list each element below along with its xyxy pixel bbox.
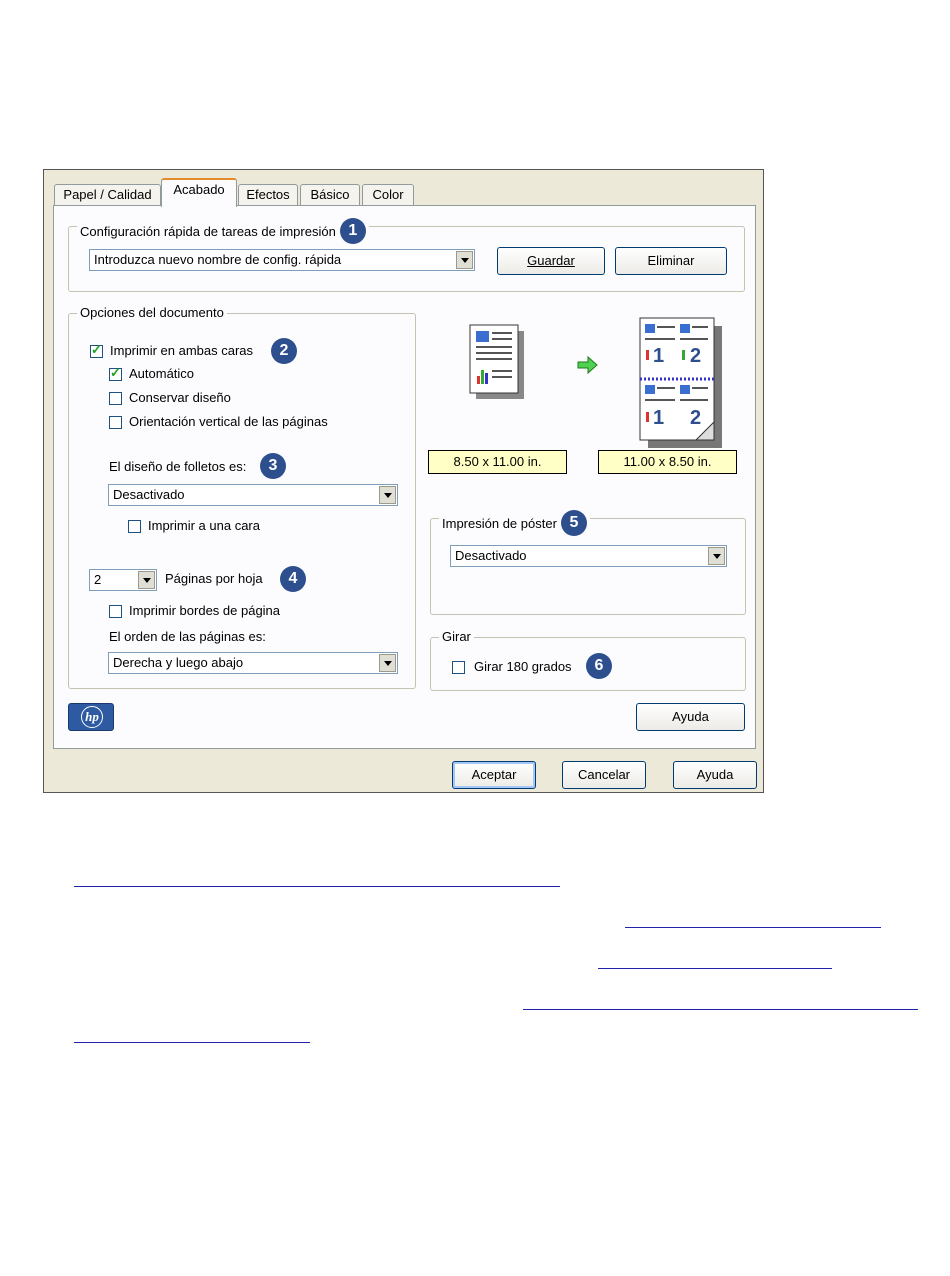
duplex-checkbox[interactable] — [90, 345, 103, 358]
marker-3: 3 — [260, 453, 286, 479]
tab-basic[interactable]: Básico — [300, 184, 360, 206]
rotate-label: Girar — [442, 629, 471, 644]
booklet-value: Desactivado — [113, 487, 185, 502]
layout-preview — [450, 314, 750, 464]
quick-setup-value: Introduzca nuevo nombre de config. rápida — [94, 252, 342, 267]
duplex-label: Imprimir en ambas caras — [110, 343, 254, 358]
poster-value: Desactivado — [455, 548, 527, 563]
pages-per-sheet-select[interactable] — [89, 569, 157, 591]
help-button-label: Ayuda — [672, 709, 709, 724]
source-size-label: 8.50 x 11.00 in. — [428, 450, 567, 474]
rotate-180-label: Girar 180 grados — [474, 659, 572, 674]
ok-button[interactable] — [452, 761, 536, 789]
footer-help-button-label: Ayuda — [696, 767, 734, 782]
hp-logo-text: hp — [81, 706, 103, 728]
marker-4: 4 — [280, 566, 306, 592]
keep-layout-checkbox[interactable] — [109, 392, 122, 405]
marker-5: 5 — [561, 510, 587, 536]
link-underline-1[interactable] — [74, 886, 560, 887]
page-borders-label: Imprimir bordes de página — [129, 603, 281, 618]
print-dialog-screenshot — [43, 169, 764, 793]
link-underline-2[interactable] — [625, 927, 881, 928]
cancel-button[interactable] — [562, 761, 646, 789]
document-options-legend — [77, 305, 227, 320]
cancel-button-label: Cancelar — [577, 767, 631, 782]
page-order-label: El orden de las páginas es: — [109, 629, 266, 644]
delete-button[interactable] — [615, 247, 727, 275]
automatic-checkbox[interactable] — [109, 368, 122, 381]
poster-select[interactable] — [450, 545, 727, 567]
marker-6: 6 — [586, 653, 612, 679]
rotate-legend — [439, 629, 474, 644]
one-side-label: Imprimir a una cara — [148, 518, 260, 533]
vertical-orientation-checkbox[interactable] — [109, 416, 122, 429]
quick-setup-select[interactable] — [89, 249, 475, 271]
link-underline-3[interactable] — [598, 968, 832, 969]
poster-label: Impresión de póster — [442, 515, 557, 531]
tab-color[interactable]: Color — [362, 184, 414, 206]
chevron-down-icon[interactable] — [379, 486, 396, 504]
keep-layout-label: Conservar diseño — [129, 390, 231, 405]
save-button[interactable] — [497, 247, 605, 275]
document-options-group — [68, 305, 416, 689]
tab-panel — [53, 205, 756, 749]
booklet-label: El diseño de folletos es: — [109, 459, 247, 474]
chevron-down-icon[interactable] — [708, 547, 725, 565]
quick-setup-group — [68, 222, 745, 292]
delete-button-label: Eliminar — [647, 253, 695, 268]
rotate-group — [430, 629, 746, 691]
pages-per-sheet-value: 2 — [94, 572, 102, 587]
link-underline-4[interactable] — [523, 1009, 918, 1010]
svg-text:2: 2 — [690, 345, 702, 367]
booklet-select[interactable] — [108, 484, 398, 506]
chevron-down-icon[interactable] — [138, 571, 155, 589]
poster-group — [430, 514, 746, 615]
svg-text:1: 1 — [653, 345, 665, 367]
marker-1: 1 — [340, 218, 366, 244]
link-underline-5[interactable] — [74, 1042, 310, 1043]
ok-button-label: Aceptar — [471, 767, 517, 782]
arrow-right-icon — [578, 357, 597, 373]
chevron-down-icon[interactable] — [379, 654, 396, 672]
pages-per-sheet-label: Páginas por hoja — [165, 571, 263, 586]
output-size-label: 11.00 x 8.50 in. — [598, 450, 737, 474]
page-borders-checkbox[interactable] — [109, 605, 122, 618]
save-button-label: Guardar — [527, 253, 575, 268]
page-order-value: Derecha y luego abajo — [113, 655, 244, 670]
vertical-orientation-label: Orientación vertical de las páginas — [129, 414, 328, 429]
tab-effects[interactable]: Efectos — [238, 184, 298, 206]
footer-help-button[interactable] — [673, 761, 757, 789]
one-side-checkbox[interactable] — [128, 520, 141, 533]
poster-legend — [439, 510, 590, 536]
tab-paper-quality[interactable]: Papel / Calidad — [54, 184, 161, 206]
svg-text:1: 1 — [653, 407, 665, 429]
marker-2: 2 — [271, 338, 297, 364]
help-button[interactable] — [636, 703, 745, 731]
quick-setup-legend — [77, 218, 369, 244]
rotate-180-checkbox[interactable] — [452, 661, 465, 674]
quick-setup-label: Configuración rápida de tareas de impresión — [80, 223, 336, 239]
chevron-down-icon[interactable] — [456, 251, 473, 269]
document-options-label: Opciones del documento — [80, 305, 224, 320]
page-order-select[interactable] — [108, 652, 398, 674]
automatic-label: Automático — [129, 366, 195, 381]
hp-logo — [68, 703, 114, 731]
svg-text:2: 2 — [690, 407, 702, 429]
tab-finishing[interactable]: Acabado — [161, 178, 237, 207]
